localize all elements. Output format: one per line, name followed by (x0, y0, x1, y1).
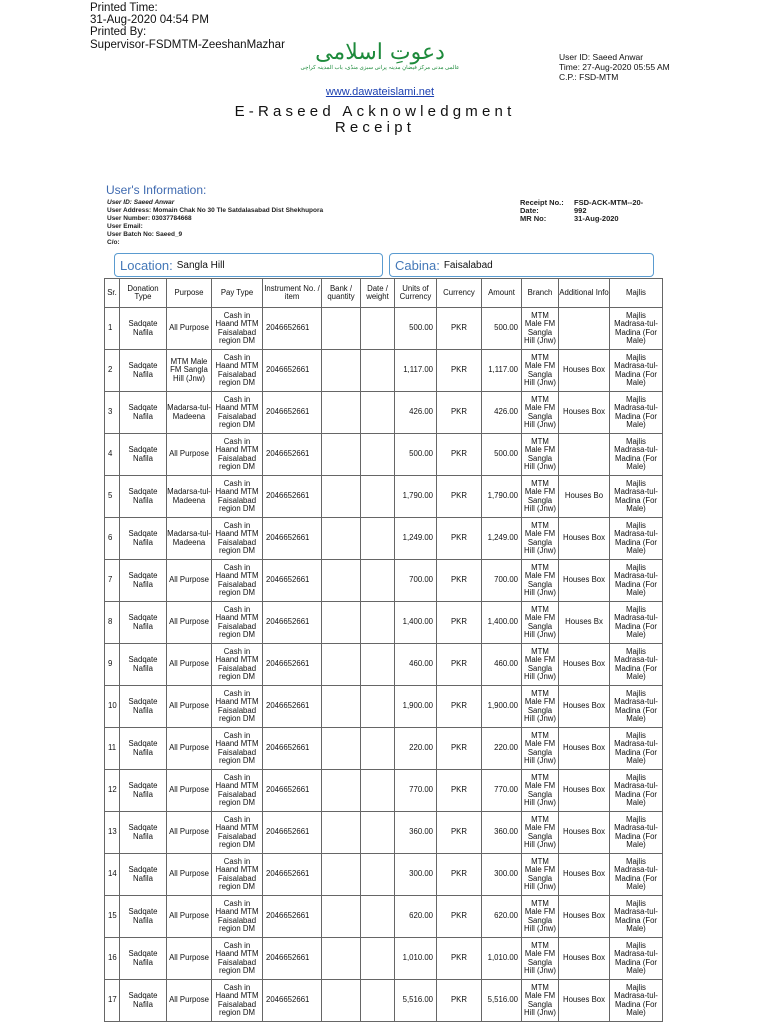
cell-currency: PKR (437, 938, 482, 980)
cell-date (361, 728, 395, 770)
cell-additional-info: Houses Box (559, 812, 610, 854)
cell-currency: PKR (437, 308, 482, 350)
table-row (105, 392, 663, 434)
cell-donation-type: Sadqate Nafila (120, 686, 167, 728)
table-row (105, 518, 663, 560)
cell-majlis: Majlis Madrasa-tul-Madina (For Male) (610, 350, 663, 392)
cell-donation-type: Sadqate Nafila (120, 308, 167, 350)
cell-purpose: All Purpose (167, 308, 212, 350)
cell-instrument: 2046652661 (263, 770, 322, 812)
col-header: Currency (437, 279, 482, 308)
cell-branch: MTM Male FM Sangla Hill (Jnw) (522, 434, 559, 476)
cell-branch: MTM Male FM Sangla Hill (Jnw) (522, 308, 559, 350)
cell-units: 770.00 (395, 770, 437, 812)
cell-additional-info (559, 434, 610, 476)
cell-units: 700.00 (395, 560, 437, 602)
cell-purpose: All Purpose (167, 896, 212, 938)
cell-currency: PKR (437, 392, 482, 434)
cell-bank (322, 854, 361, 896)
table-row (105, 644, 663, 686)
cell-sr: 8 (105, 602, 120, 644)
title-line-2: Receipt (334, 119, 416, 136)
cell-bank (322, 728, 361, 770)
cell-pay-type: Cash in Haand MTM Faisalabad region DM (212, 812, 263, 854)
cell-date (361, 560, 395, 602)
cell-units: 300.00 (395, 854, 437, 896)
mr-label: MR No: (520, 214, 547, 223)
col-header: Purpose (167, 279, 212, 308)
cell-currency: PKR (437, 896, 482, 938)
table-row (105, 980, 663, 1022)
cell-bank (322, 350, 361, 392)
cell-majlis: Majlis Madrasa-tul-Madina (For Male) (610, 938, 663, 980)
cell-instrument: 2046652661 (263, 308, 322, 350)
cell-donation-type: Sadqate Nafila (120, 896, 167, 938)
logo-urdu-tagline: عالمی مدنی مرکز فیضانِ مدینہ پرانی سبزی منڈی، باب المدینہ کراچی (300, 65, 460, 71)
cell-purpose: MTM Male FM Sangla Hill (Jnw) (167, 350, 212, 392)
cell-instrument: 2046652661 (263, 854, 322, 896)
cell-pay-type: Cash in Haand MTM Faisalabad region DM (212, 560, 263, 602)
cell-instrument: 2046652661 (263, 980, 322, 1022)
cell-units: 460.00 (395, 644, 437, 686)
cell-additional-info: Houses Bo (559, 476, 610, 518)
cell-amount: 1,010.00 (482, 938, 522, 980)
col-header: Date / weight (361, 279, 395, 308)
cell-donation-type: Sadqate Nafila (120, 602, 167, 644)
cell-bank (322, 980, 361, 1022)
cell-amount: 500.00 (482, 434, 522, 476)
cell-donation-type: Sadqate Nafila (120, 518, 167, 560)
cell-additional-info: Houses Box (559, 350, 610, 392)
printed-by-label: Printed By: (90, 26, 147, 39)
title-line-1: E-Raseed Acknowledgment (234, 103, 516, 120)
cell-units: 620.00 (395, 896, 437, 938)
cell-donation-type: Sadqate Nafila (120, 350, 167, 392)
cell-branch: MTM Male FM Sangla Hill (Jnw) (522, 980, 559, 1022)
cell-donation-type: Sadqate Nafila (120, 812, 167, 854)
cell-majlis: Majlis Madrasa-tul-Madina (For Male) (610, 854, 663, 896)
table-row (105, 896, 663, 938)
cell-units: 1,249.00 (395, 518, 437, 560)
cell-amount: 360.00 (482, 812, 522, 854)
print-meta (90, 2, 285, 51)
cell-branch: MTM Male FM Sangla Hill (Jnw) (522, 350, 559, 392)
cell-sr: 3 (105, 392, 120, 434)
cell-branch: MTM Male FM Sangla Hill (Jnw) (522, 770, 559, 812)
cell-amount: 1,117.00 (482, 350, 522, 392)
cell-sr: 14 (105, 854, 120, 896)
cell-units: 1,400.00 (395, 602, 437, 644)
cell-majlis: Majlis Madrasa-tul-Madina (For Male) (610, 560, 663, 602)
col-header: Majlis (610, 279, 663, 308)
cell-additional-info: Houses Box (559, 392, 610, 434)
user-top-cp: C.P.: FSD-MTM (559, 72, 619, 82)
cell-additional-info: Houses Box (559, 686, 610, 728)
location-value: Sangla Hill (176, 259, 225, 271)
dawateislami-logo (300, 42, 460, 72)
cell-branch: MTM Male FM Sangla Hill (Jnw) (522, 812, 559, 854)
cell-units: 1,790.00 (395, 476, 437, 518)
cell-purpose: All Purpose (167, 854, 212, 896)
cell-majlis: Majlis Madrasa-tul-Madina (For Male) (610, 392, 663, 434)
cell-date (361, 770, 395, 812)
cell-date (361, 434, 395, 476)
users-info-block (107, 199, 323, 247)
cell-branch: MTM Male FM Sangla Hill (Jnw) (522, 896, 559, 938)
cell-amount: 620.00 (482, 896, 522, 938)
cell-sr: 5 (105, 476, 120, 518)
cell-purpose: All Purpose (167, 434, 212, 476)
cell-currency: PKR (437, 518, 482, 560)
cell-currency: PKR (437, 476, 482, 518)
cell-instrument: 2046652661 (263, 896, 322, 938)
cell-units: 500.00 (395, 308, 437, 350)
user-top-time: Time: 27-Aug-2020 05:55 AM (559, 62, 670, 72)
date-label: Date: (520, 206, 539, 215)
cell-additional-info: Houses Box (559, 854, 610, 896)
cell-pay-type: Cash in Haand MTM Faisalabad region DM (212, 476, 263, 518)
col-header: Branch (522, 279, 559, 308)
cell-majlis: Majlis Madrasa-tul-Madina (For Male) (610, 812, 663, 854)
cell-amount: 1,900.00 (482, 686, 522, 728)
cell-instrument: 2046652661 (263, 476, 322, 518)
user-top-info (559, 52, 689, 82)
cell-date (361, 980, 395, 1022)
col-header: Units of Currency (395, 279, 437, 308)
cell-branch: MTM Male FM Sangla Hill (Jnw) (522, 938, 559, 980)
cell-majlis: Majlis Madrasa-tul-Madina (For Male) (610, 476, 663, 518)
cell-donation-type: Sadqate Nafila (120, 980, 167, 1022)
cell-sr: 11 (105, 728, 120, 770)
date-value: 992 (574, 206, 587, 215)
cell-units: 1,010.00 (395, 938, 437, 980)
table-row (105, 602, 663, 644)
cell-branch: MTM Male FM Sangla Hill (Jnw) (522, 644, 559, 686)
col-header: Pay Type (212, 279, 263, 308)
cell-bank (322, 518, 361, 560)
cell-amount: 500.00 (482, 308, 522, 350)
cell-sr: 17 (105, 980, 120, 1022)
cell-bank (322, 938, 361, 980)
col-header: Sr. (105, 279, 120, 308)
cell-currency: PKR (437, 854, 482, 896)
cell-purpose: All Purpose (167, 560, 212, 602)
cell-pay-type: Cash in Haand MTM Faisalabad region DM (212, 518, 263, 560)
info-co: C/o: (107, 239, 120, 246)
cell-currency: PKR (437, 770, 482, 812)
col-header: Bank / quantity (322, 279, 361, 308)
cell-pay-type: Cash in Haand MTM Faisalabad region DM (212, 434, 263, 476)
info-user-id: User ID: Saeed Anwar (107, 199, 175, 206)
cell-pay-type: Cash in Haand MTM Faisalabad region DM (212, 728, 263, 770)
mr-value: 31-Aug-2020 (574, 214, 619, 223)
cell-branch: MTM Male FM Sangla Hill (Jnw) (522, 476, 559, 518)
cell-currency: PKR (437, 686, 482, 728)
cell-purpose: All Purpose (167, 602, 212, 644)
cell-purpose: Madarsa-tul-Madeena (167, 392, 212, 434)
cell-sr: 7 (105, 560, 120, 602)
cell-branch: MTM Male FM Sangla Hill (Jnw) (522, 518, 559, 560)
cell-pay-type: Cash in Haand MTM Faisalabad region DM (212, 938, 263, 980)
cell-purpose: All Purpose (167, 644, 212, 686)
table-row (105, 350, 663, 392)
cell-date (361, 518, 395, 560)
cell-pay-type: Cash in Haand MTM Faisalabad region DM (212, 392, 263, 434)
info-number: User Number: 03037784668 (107, 215, 192, 222)
col-header: Additional Info (559, 279, 610, 308)
cell-currency: PKR (437, 560, 482, 602)
cell-date (361, 392, 395, 434)
cell-instrument: 2046652661 (263, 392, 322, 434)
cell-amount: 1,249.00 (482, 518, 522, 560)
col-header: Instrument No. / item (263, 279, 322, 308)
cell-bank (322, 602, 361, 644)
cell-purpose: All Purpose (167, 980, 212, 1022)
cell-amount: 770.00 (482, 770, 522, 812)
printed-time: 31-Aug-2020 04:54 PM (90, 14, 209, 27)
cell-additional-info: Houses Box (559, 938, 610, 980)
receipt-no-value: FSD-ACK-MTM--20- (574, 198, 644, 207)
cell-additional-info: Houses Box (559, 518, 610, 560)
cell-amount: 300.00 (482, 854, 522, 896)
cell-bank (322, 812, 361, 854)
printed-by: Supervisor-FSDMTM-ZeeshanMazhar (90, 38, 285, 51)
cell-amount: 460.00 (482, 644, 522, 686)
table-row (105, 308, 663, 350)
cell-instrument: 2046652661 (263, 602, 322, 644)
col-header: Amount (482, 279, 522, 308)
cell-sr: 6 (105, 518, 120, 560)
cell-units: 5,516.00 (395, 980, 437, 1022)
cell-bank (322, 686, 361, 728)
table-row (105, 812, 663, 854)
cell-amount: 5,516.00 (482, 980, 522, 1022)
cell-currency: PKR (437, 350, 482, 392)
cell-date (361, 938, 395, 980)
col-header: Donation Type (120, 279, 167, 308)
cell-majlis: Majlis Madrasa-tul-Madina (For Male) (610, 308, 663, 350)
cell-units: 1,117.00 (395, 350, 437, 392)
cell-pay-type: Cash in Haand MTM Faisalabad region DM (212, 308, 263, 350)
cell-donation-type: Sadqate Nafila (120, 476, 167, 518)
cell-instrument: 2046652661 (263, 938, 322, 980)
cell-amount: 1,790.00 (482, 476, 522, 518)
cell-currency: PKR (437, 602, 482, 644)
cell-date (361, 812, 395, 854)
cell-purpose: All Purpose (167, 938, 212, 980)
cell-date (361, 686, 395, 728)
cell-purpose: All Purpose (167, 686, 212, 728)
info-address: User Address: Momain Chak No 30 Tle Satdalasabad Dist Shekhupora (107, 207, 324, 214)
cell-majlis: Majlis Madrasa-tul-Madina (For Male) (610, 770, 663, 812)
cell-amount: 220.00 (482, 728, 522, 770)
cell-instrument: 2046652661 (263, 434, 322, 476)
cell-purpose: All Purpose (167, 728, 212, 770)
page-title (160, 104, 590, 136)
cell-donation-type: Sadqate Nafila (120, 560, 167, 602)
cell-pay-type: Cash in Haand MTM Faisalabad region DM (212, 896, 263, 938)
cell-instrument: 2046652661 (263, 518, 322, 560)
cell-bank (322, 896, 361, 938)
cell-additional-info: Houses Box (559, 728, 610, 770)
cell-pay-type: Cash in Haand MTM Faisalabad region DM (212, 350, 263, 392)
cell-pay-type: Cash in Haand MTM Faisalabad region DM (212, 770, 263, 812)
table-header-row (105, 279, 663, 308)
cell-currency: PKR (437, 980, 482, 1022)
table-row (105, 434, 663, 476)
cell-units: 1,900.00 (395, 686, 437, 728)
cell-additional-info (559, 308, 610, 350)
cell-currency: PKR (437, 434, 482, 476)
printed-time-label: Printed Time: (90, 2, 158, 14)
cell-date (361, 854, 395, 896)
cell-sr: 16 (105, 938, 120, 980)
cell-branch: MTM Male FM Sangla Hill (Jnw) (522, 854, 559, 896)
logo-urdu-name: دعوتِ اسلامی (315, 40, 445, 65)
cell-date (361, 476, 395, 518)
cell-donation-type: Sadqate Nafila (120, 644, 167, 686)
table-row (105, 728, 663, 770)
cell-branch: MTM Male FM Sangla Hill (Jnw) (522, 392, 559, 434)
cell-date (361, 602, 395, 644)
cell-date (361, 644, 395, 686)
cell-sr: 12 (105, 770, 120, 812)
cell-pay-type: Cash in Haand MTM Faisalabad region DM (212, 854, 263, 896)
cell-branch: MTM Male FM Sangla Hill (Jnw) (522, 602, 559, 644)
cell-majlis: Majlis Madrasa-tul-Madina (For Male) (610, 728, 663, 770)
table-row (105, 686, 663, 728)
cell-instrument: 2046652661 (263, 350, 322, 392)
cell-majlis: Majlis Madrasa-tul-Madina (For Male) (610, 896, 663, 938)
cell-bank (322, 644, 361, 686)
cell-amount: 700.00 (482, 560, 522, 602)
cabina-label: Cabina: (395, 257, 440, 273)
website-link[interactable]: www.dawateislami.net (325, 86, 435, 98)
cell-instrument: 2046652661 (263, 644, 322, 686)
users-info-heading: User's Information: (106, 183, 207, 197)
info-email: User Email: (107, 223, 143, 230)
receipt-no-label: Receipt No.: (520, 198, 564, 207)
cell-purpose: Madarsa-tul-Madeena (167, 476, 212, 518)
cell-branch: MTM Male FM Sangla Hill (Jnw) (522, 686, 559, 728)
cell-bank (322, 434, 361, 476)
cell-majlis: Majlis Madrasa-tul-Madina (For Male) (610, 980, 663, 1022)
cell-currency: PKR (437, 644, 482, 686)
location-box (114, 253, 383, 277)
cell-donation-type: Sadqate Nafila (120, 392, 167, 434)
cell-sr: 15 (105, 896, 120, 938)
cell-bank (322, 392, 361, 434)
cell-amount: 426.00 (482, 392, 522, 434)
table-row (105, 770, 663, 812)
cell-currency: PKR (437, 728, 482, 770)
receipt-info (520, 199, 643, 223)
cell-additional-info: Houses Bx (559, 602, 610, 644)
cell-majlis: Majlis Madrasa-tul-Madina (For Male) (610, 518, 663, 560)
cell-majlis: Majlis Madrasa-tul-Madina (For Male) (610, 434, 663, 476)
cell-amount: 1,400.00 (482, 602, 522, 644)
cell-sr: 2 (105, 350, 120, 392)
cell-units: 500.00 (395, 434, 437, 476)
cell-units: 426.00 (395, 392, 437, 434)
cell-bank (322, 560, 361, 602)
cell-branch: MTM Male FM Sangla Hill (Jnw) (522, 560, 559, 602)
cell-purpose: Madarsa-tul-Madeena (167, 518, 212, 560)
cell-instrument: 2046652661 (263, 728, 322, 770)
cell-units: 360.00 (395, 812, 437, 854)
cell-pay-type: Cash in Haand MTM Faisalabad region DM (212, 602, 263, 644)
cell-purpose: All Purpose (167, 770, 212, 812)
cell-bank (322, 308, 361, 350)
table-row (105, 854, 663, 896)
cell-donation-type: Sadqate Nafila (120, 770, 167, 812)
cabina-box (389, 253, 654, 277)
cell-date (361, 350, 395, 392)
table-row (105, 938, 663, 980)
donation-table (104, 278, 663, 1022)
info-batch: User Batch No: Saeed_9 (107, 231, 183, 238)
table-row (105, 476, 663, 518)
table-row (105, 560, 663, 602)
cell-units: 220.00 (395, 728, 437, 770)
cell-sr: 9 (105, 644, 120, 686)
cell-donation-type: Sadqate Nafila (120, 854, 167, 896)
cell-majlis: Majlis Madrasa-tul-Madina (For Male) (610, 686, 663, 728)
cell-donation-type: Sadqate Nafila (120, 434, 167, 476)
cell-donation-type: Sadqate Nafila (120, 728, 167, 770)
cell-sr: 13 (105, 812, 120, 854)
cell-additional-info: Houses Box (559, 644, 610, 686)
cell-pay-type: Cash in Haand MTM Faisalabad region DM (212, 686, 263, 728)
cell-instrument: 2046652661 (263, 560, 322, 602)
cell-purpose: All Purpose (167, 812, 212, 854)
cabina-value: Faisalabad (443, 259, 493, 271)
cell-branch: MTM Male FM Sangla Hill (Jnw) (522, 728, 559, 770)
user-top-id: User ID: Saeed Anwar (559, 52, 644, 62)
cell-instrument: 2046652661 (263, 812, 322, 854)
cell-bank (322, 476, 361, 518)
cell-additional-info: Houses Box (559, 896, 610, 938)
cell-sr: 1 (105, 308, 120, 350)
cell-instrument: 2046652661 (263, 686, 322, 728)
cell-date (361, 308, 395, 350)
cell-sr: 4 (105, 434, 120, 476)
location-label: Location: (120, 257, 173, 273)
cell-majlis: Majlis Madrasa-tul-Madina (For Male) (610, 602, 663, 644)
cell-bank (322, 770, 361, 812)
cell-date (361, 896, 395, 938)
cell-additional-info: Houses Box (559, 560, 610, 602)
cell-additional-info: Houses Box (559, 770, 610, 812)
cell-additional-info: Houses Box (559, 980, 610, 1022)
cell-sr: 10 (105, 686, 120, 728)
cell-donation-type: Sadqate Nafila (120, 938, 167, 980)
cell-currency: PKR (437, 812, 482, 854)
cell-pay-type: Cash in Haand MTM Faisalabad region DM (212, 980, 263, 1022)
cell-majlis: Majlis Madrasa-tul-Madina (For Male) (610, 644, 663, 686)
cell-pay-type: Cash in Haand MTM Faisalabad region DM (212, 644, 263, 686)
